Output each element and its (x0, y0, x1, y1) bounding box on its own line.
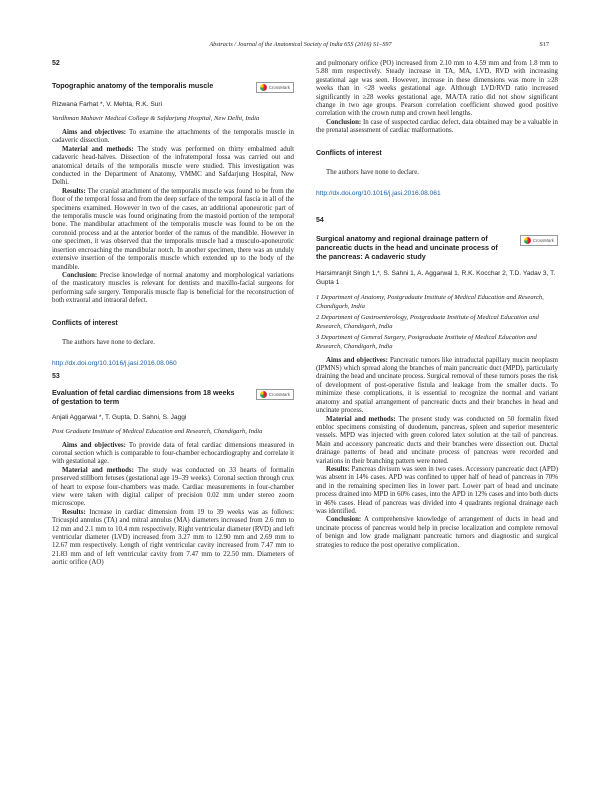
journal-citation: Abstracts / Journal of the Anatomical Society of India 65S (2016) S1–S97 (209, 41, 392, 48)
aims-label: Aims and objectives: (326, 356, 388, 364)
authors-53: Anjali Aggarwal *, T. Gupta, D. Sahni, S. Jaggi (52, 413, 187, 421)
aims-53 (52, 442, 294, 467)
aims-text: To provide data of fetal cardiac dimensions measured in coronal section which is comparable to four-chamber echocardiography and correlate it with gestational age. (52, 441, 294, 466)
affiliation-53: Post Graduate Institute of Medical Education and Research, Chandigarh, India (52, 427, 263, 435)
crossmark-button-52[interactable] (256, 82, 294, 93)
results-52 (52, 188, 294, 272)
methods-text: The present study was conducted on 50 formalin fixed enbloc specimens consisting of duodenum, pancreas, spleen and superior mesenteric vessels. MPD was injected with green colored latex solution at the tail of pancreas. Main and accessory pancreatic ducts and their branches were dissection out. Ductal drainage patterns of head and uncinate process of pancreas were recorded and variations in their branching pattern were noted. (316, 415, 558, 465)
affiliation-54-2: 2 Department of Gastroenterology, Postgraduate Institute of Medical Education and Research, Chandigarh, India (316, 313, 539, 330)
methods-54 (316, 416, 558, 466)
affiliation-54-1: 1 Department of Anatomy, Postgraduate Institute of Medical Education and Research, Chandigarh, India (316, 293, 544, 310)
methods-label: Material and methods: (326, 415, 396, 423)
conclusion-text: In case of suspected cardiac defect, data obtained may be a valuable in the prenatal assessment of cardiac malformations. (316, 118, 558, 135)
results-text: The cranial attachment of the temporalis muscle was found to be from the floor of the temporal fossa and from the deep surface of the temporal fascia in all of the specimens examined. However in two of the cases, an additional aponeurotic part of the temporalis muscle was found originating from the mastoid portion of the temporal bone. The mandibular attachment of the temporalis muscle was found to be on the coronoid process and at the anterior border of the ramus of the mandible. However in one specimen, it was observed that the temporalis muscle had a musculo-aponeurotic insertion encroaching the mandibular notch. In another specimen, there was an unduly extensive insertion of the temporalis muscle which extended up to the body of the mandible. (52, 187, 294, 271)
aims-54 (316, 357, 558, 416)
results-label: Results: (62, 508, 86, 516)
authors-54: Harsimranjit Singh 1,*, S. Sahni 1, A. Aggarwal 1, R.K. Kocchar 2, T.D. Yadav 3, T. Gupta 1 (316, 269, 556, 286)
results-53-continued: and pulmonary orifice (PO) increased from 2.10 mm to 4.59 mm and from 1.8 mm to 5.88 mm respectively. Steady increase in TA, MA, LVD, RVD with increasing gestational age was seen. However, increase in these dimensions was more in ≥28 weeks than in <28 weeks gestational age. Although LVD/RVD ratio increased significantly in ≥28 weeks gestational age, MA/TA ratio did not show significant change in two age groups. Pearson correlation coefficient showed good positive correlation with the crown rump and crown heel lengths. (316, 60, 558, 118)
authors-52: Rizwana Farhat *, V. Mehta, R.K. Suri (52, 101, 163, 108)
doi-link-53[interactable]: http://dx.doi.org/10.1016/j.jasi.2016.08.061 (316, 189, 441, 197)
abstract-title-52: Topographic anatomy of the temporalis muscle (52, 81, 214, 90)
coi-heading-52: Conflicts of interest (52, 319, 118, 327)
abstract-number-53: 53 (52, 372, 60, 380)
crossmark-icon (260, 84, 267, 91)
conclusion-52 (52, 272, 294, 306)
affiliation-54-3: 3 Department of General Surgery, Postgraduate Institute of Medical Education and Research, Chandigarh, India (316, 333, 537, 350)
methods-text: The study was performed on thirty embalmed adult cadaveric head-halves. Dissection of the infratemporal fossa was carried out and anatomical details of the temporalis muscle were studied. This investigation was conducted in the Department of Anatomy, VMMC and Safdarjung Hospital, New Delhi. (52, 145, 295, 187)
aims-label: Aims and objectives: (62, 441, 126, 449)
aims-text: To examine the attachments of the temporalis muscle in cadaveric dissection. (52, 129, 294, 145)
crossmark-icon (524, 237, 531, 244)
page-number: S17 (539, 41, 549, 48)
coi-text-52: The authors have none to declare. (62, 338, 155, 346)
crossmark-label: CrossMark (268, 85, 290, 90)
conclusion-label: Conclusion: (326, 516, 362, 524)
methods-text: The study was conducted on 33 hearts of formalin preserved stillborn fetuses (gestational age 19–39 weeks). Coronal section through crux of heart to expose four-chambers was made. Cardiac measurements in four-chamber view were taken with digital caliper of precision 0.02 mm under stereo zoom microscope. (52, 466, 294, 508)
conclusion-label: Conclusion: (62, 271, 98, 279)
crossmark-button-54[interactable] (520, 235, 558, 246)
conclusion-label: Conclusion: (326, 118, 362, 126)
aims-label: Aims and objectives: (62, 129, 127, 136)
conclusion-text: A comprehensive knowledge of arrangement of ducts in head and uncinate process of pancreas would help in precise localization and complete removal of benign and low grade malignant pancreatic tumors and diagnostic and surgical strategies to reduce the post operative complication. (316, 516, 558, 549)
abstract-number-52: 52 (52, 60, 60, 67)
results-54 (316, 466, 558, 516)
results-label: Results: (326, 465, 350, 473)
results-53 (52, 509, 294, 568)
crossmark-label: CrossMark (532, 237, 554, 243)
methods-label: Material and methods: (62, 145, 134, 153)
abstract-title-54: Surgical anatomy and regional drainage pattern of pancreatic ducts in the head and uncinate process of the pancreas: A cadaveric study (316, 233, 498, 261)
results-text: Increase in cardiac dimension from 19 to 39 weeks was as follows: Tricuspid annulus (TA) and mitral annulus (MA) diameters increased from 2.6 mm to 12 mm and 2.1 mm to 10.4 mm respectively. Right ventricular diameter (RVD) and left ventricular diameter (LVD) increased from 3.27 mm to 12.90 mm and 2.69 mm to 12.67 mm respectively. Length of right ventricular cavity increased from 7.47 mm to 21.83 mm and of left ventricular cavity from 7.47 mm to 22.50 mm. Diameters of aortic orifice (AO) (52, 508, 294, 567)
aims-52 (52, 129, 294, 146)
results-text: Pancreas divisum was seen in two cases. Accessory pancreatic duct (APD) was absent in 14% cases. APD was confined to upper half of head of pancreas in 70% and in the remaining specimen lies in lower part. Lower part of head and uncinate process drained into MPD in 60% cases, into the APD in 12% cases and into both ducts in 46% cases. Head of pancreas was divided into 4 quadrants regional drainage each was identified. (316, 465, 558, 515)
affiliation-52: Vardhman Mahavir Medical College & Safdarjung Hospital, New Delhi, India (52, 115, 260, 122)
coi-heading-53: Conflicts of interest (316, 149, 382, 157)
crossmark-icon (260, 391, 267, 398)
methods-label: Material and methods: (62, 466, 134, 474)
crossmark-button-53[interactable] (256, 389, 294, 400)
left-column (52, 60, 294, 568)
results-label: Results: (62, 187, 86, 195)
methods-52 (52, 146, 294, 188)
conclusion-text: Precise knowledge of normal anatomy and morphological variations of the masticatory muscles is relevant for dentists and maxillo-facial surgeons for performing safe surgery. Temporalis muscle flap is beneficial for the reconstruction of both extraoral and intraoral defect. (52, 271, 294, 305)
methods-53 (52, 467, 294, 509)
abstract-number-54: 54 (316, 216, 324, 224)
conclusion-54 (316, 516, 558, 550)
abstract-title-53: Evaluation of fetal cardiac dimensions from 18 weeks of gestation to term (52, 387, 235, 406)
crossmark-label: CrossMark (268, 391, 290, 397)
conclusion-53 (316, 119, 558, 136)
right-column (316, 60, 558, 550)
coi-text-53: The authors have none to declare. (326, 168, 419, 176)
aims-text: Pancreatic tumors like intraductal papillary mucin neoplasm (IPMNS) which spread along the branches of main pancreatic duct (MPD), particularly draining the head and uncinate process. Surgical removal of these tumors poses the risk of development of post-operative fistula and leakage from the smaller ducts. To minimize these complications, it is essential to recognize the normal and variant anatomy and spatial arrangement of pancreatic ducts and their branches in head and uncinate process. (316, 356, 559, 415)
doi-link-52[interactable]: http://dx.doi.org/10.1016/j.jasi.2016.08.060 (52, 359, 177, 367)
page-header (52, 41, 549, 48)
